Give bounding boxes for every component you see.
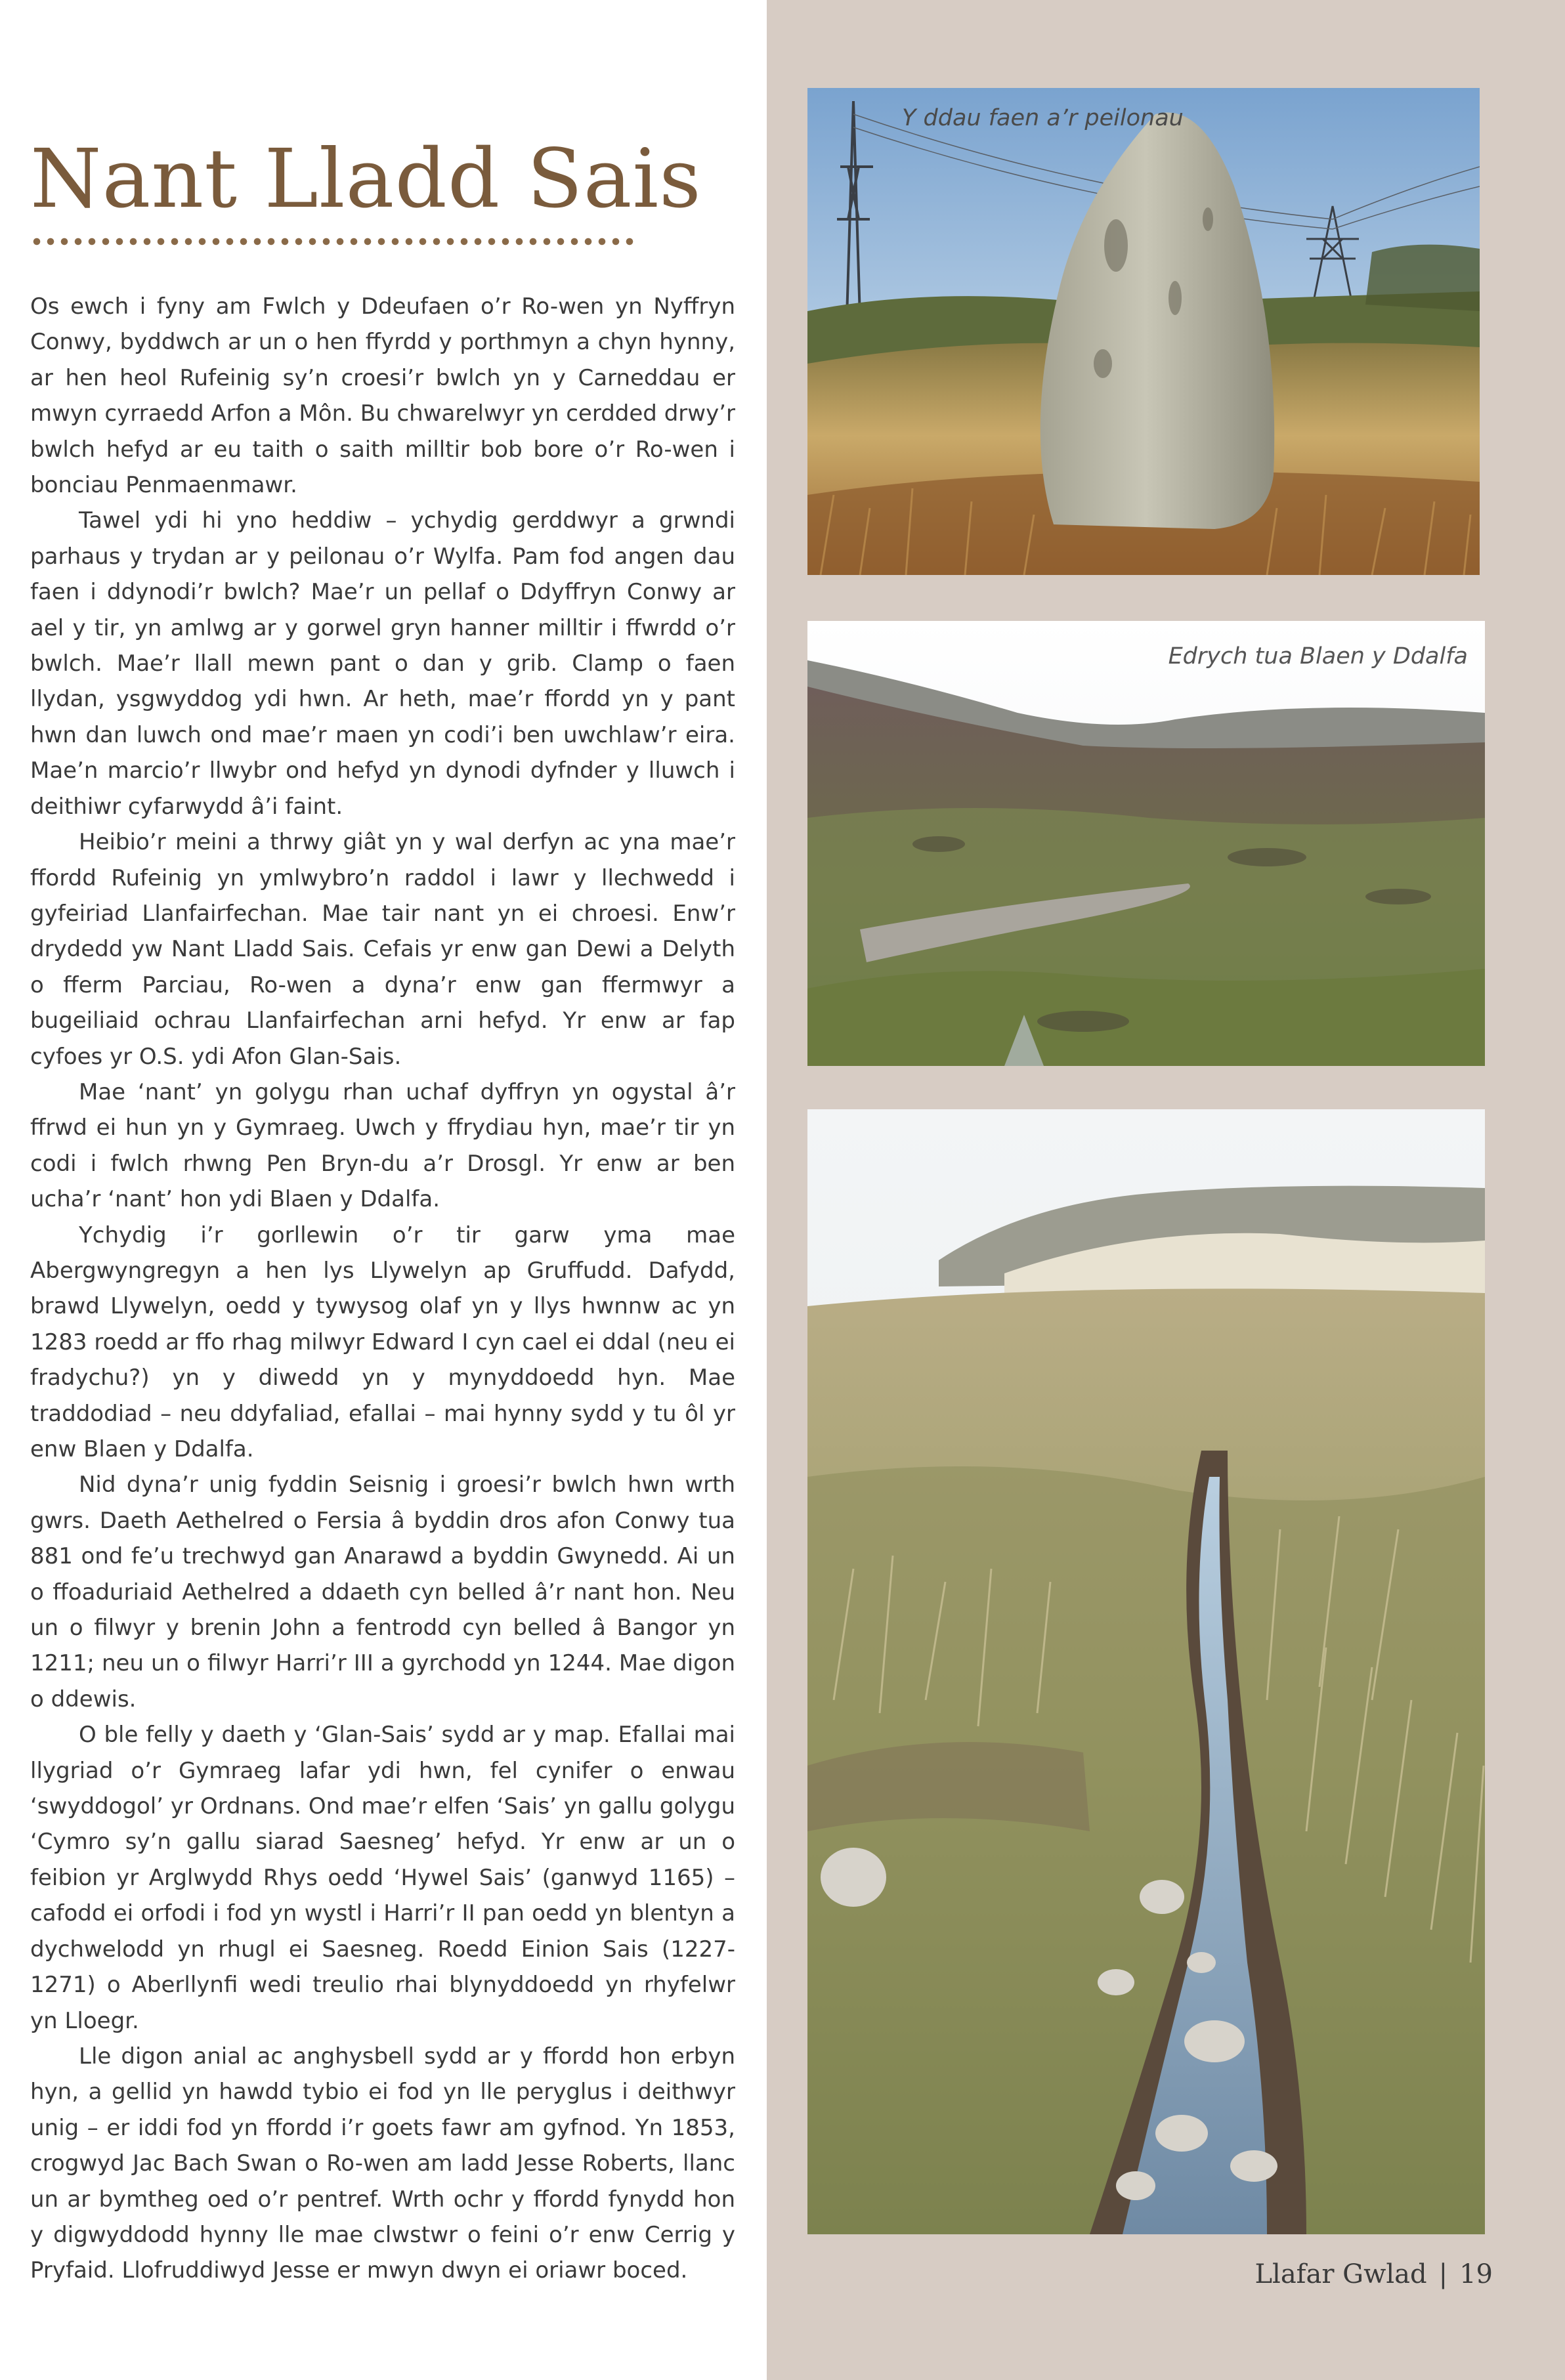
article-paragraph: Ychydig i’r gorllewin o’r tir garw yma mae Abergwyngregyn a hen lys Llywelyn ap Gruffudd. Dafydd, brawd Llywelyn, oedd y tywysog olaf yn y llys hwnnw ac yn 1283 roedd ar ffo rhag milwyr Edward I cyn cael ei ddal (neu ei fradychu?) yn y diwedd yn y mynyddoedd hyn. Mae traddodiad – neu ddyfaliad, efallai – mai hynny sydd y tu ôl yr enw Blaen y Ddalfa. xyxy=(30,1222,735,1462)
moorland-photo xyxy=(807,621,1485,1066)
article-paragraph: Mae ‘nant’ yn golygu rhan uchaf dyffryn yn ogystal â’r ffrwd ei hun yn y Gymraeg. Uwch y ffrydiau hyn, mae’r tir yn codi i fwlch rhwng Pen Bryn-du a’r Drosgl. Yr enw ar ben ucha’r ‘nant’ hon ydi Blaen y Ddalfa. xyxy=(30,1078,735,1213)
article-column xyxy=(0,0,767,2380)
page-footer xyxy=(1254,2258,1493,2291)
article-paragraph: Tawel ydi hi yno heddiw – ychydig gerddwyr a grwndi parhaus y trydan ar y peilonau o’r Wylfa. Pam fod angen dau faen i ddynodi’r bwlch? Mae’r un pellaf o Ddyffryn Conwy ar ael y tir, yn amlwg ar y gorwel gryn hanner milltir i ffwrdd o’r bwlch. Mae’r llall mewn pant o dan y grib. Clamp o faen llydan, ysgwyddog ydi hwn. Ar heth, mae’r ffordd yn y pant hwn dan luwch ond mae’r maen yn codi’i ben uwchlaw’r eira. Mae’n marcio’r llwybr ond hefyd yn dynodi dyfnder y lluwch i deithiwr cyfarwydd â’i faint. xyxy=(30,507,735,820)
article-title: Nant Lladd Sais xyxy=(30,132,702,226)
stream-photo xyxy=(807,1109,1485,2234)
article-paragraph: Os ewch i fyny am Fwlch y Ddeufaen o’r Ro-wen yn Nyffryn Conwy, byddwch ar un o hen ffyrdd y porthmyn a chyn hynny, ar hen heol Rufeinig sy’n croesi’r bwlch yn y Carneddau er mwyn cyrraedd Arfon a Môn. Bu chwarelwyr yn cerdded drwy’r bwlch hefyd ar eu taith o saith milltir bob bore o’r Ro-wen i bonciau Penmaenmawr. xyxy=(30,293,735,499)
article-paragraph: Nid dyna’r unig fyddin Seisnig i groesi’r bwlch hwn wrth gwrs. Daeth Aethelred o Fersia â byddin dros afon Conwy tua 881 ond fe’u trechwyd gan Anarawd a byddin Gwynedd. Ai un o ffoaduriaid Aethelred a ddaeth cyn belled â’r nant hon. Neu un o filwyr y brenin John a fentrodd cyn belled â Bangor yn 1211; neu un o filwyr Harri’r III a gyrchodd yn 1244. Mae digon o ddewis. xyxy=(30,1472,735,1712)
photo-caption: Edrych tua Blaen y Ddalfa xyxy=(1168,643,1468,669)
article-paragraph: Lle digon anial ac anghysbell sydd ar y ffordd hon erbyn hyn, a gellid yn hawdd tybio ei fod yn lle peryglus i deithwyr unig – er iddi fod yn ffordd i’r goets fawr am gyfnod. Yn 1853, crogwyd Jac Bach Swan o Ro-wen am ladd Jesse Roberts, llanc un ar bymtheg oed o’r pentref. Wrth ochr y ffordd fynydd hon y digwyddodd hynny lle mae clwstwr o feini o’r enw Cerrig y Pryfaid. Llofruddiwyd Jesse er mwyn dwyn ei oriawr boced. xyxy=(30,2043,735,2284)
article-body xyxy=(30,289,735,2289)
standing-stone-photo xyxy=(807,88,1480,575)
page-number: 19 xyxy=(1459,2259,1493,2289)
article-paragraph: O ble felly y daeth y ‘Glan-Sais’ sydd ar y map. Efallai mai llygriad o’r Gymraeg lafar ydi hwn, fel cynifer o enwau ‘swyddogol’ yr Ordnans. Ond mae’r elfen ‘Sais’ yn gallu golygu ‘Cymro sy’n gallu siarad Saesneg’ hefyd. Yr enw ar un o feibion yr Arglwydd Rhys oedd ‘Hywel Sais’ (ganwyd 1165) – cafodd ei orfodi i fod yn wystl i Harri’r II pan oedd yn blentyn a dychwelodd yn rhugl ei Saesneg. Roedd Einion Sais (1227-1271) o Aberllynfi wedi treulio rhai blynyddoedd yn rhyfelwr yn Lloegr. xyxy=(30,1722,735,2034)
article-paragraph: Heibio’r meini a thrwy giât yn y wal derfyn ac yna mae’r ffordd Rufeinig yn ymlwybro’n raddol i lawr y llechwedd i gyfeiriad Llanfairfechan. Mae tair nant yn ei chroesi. Enw’r drydedd yw Nant Lladd Sais. Cefais yr enw gan Dewi a Delyth o fferm Parciau, Ro-wen a dyna’r enw gan ffermwyr a bugeiliaid ochrau Llanfairfechan arni hefyd. Yr enw ar fap cyfoes yr O.S. ydi Afon Glan-Sais. xyxy=(30,829,735,1070)
magazine-name: Llafar Gwlad xyxy=(1254,2259,1427,2289)
photo-caption: Y ddau faen a’r peilonau xyxy=(902,105,1184,131)
footer-separator: | xyxy=(1438,2259,1448,2289)
dotted-title-rule xyxy=(33,238,634,245)
